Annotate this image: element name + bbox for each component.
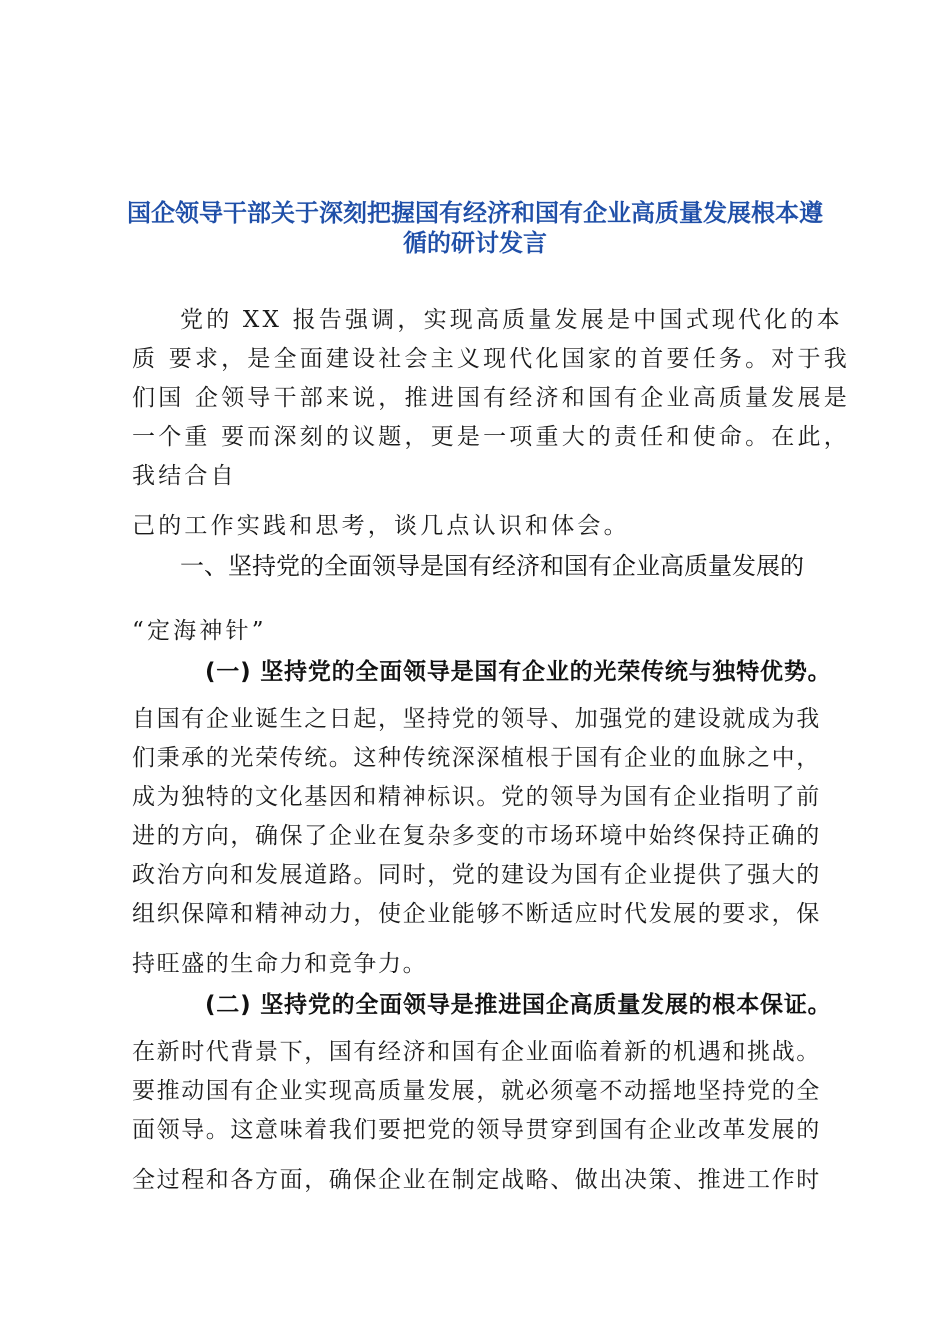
paragraph-line: 成为独特的文化基因和精神标识。党的领导为国有企业指明了前 [132, 784, 821, 810]
paragraph-line: 自国有企业诞生之日起，坚持党的领导、加强党的建设就成为我 [132, 706, 821, 732]
paragraph-line: 持旺盛的生命力和竞争力。 [132, 951, 428, 977]
paragraph-line: 要推动国有企业实现高质量发展，就必须毫不动摇地坚持党的全 [132, 1078, 821, 1104]
paragraph-line: 组织保障和精神动力，使企业能够不断适应时代发展的要求，保 [132, 901, 821, 927]
intro-line: 我结合自 [132, 463, 237, 489]
paragraph-line: 们秉承的光荣传统。这种传统深深植根于国有企业的血脉之中， [132, 745, 821, 771]
intro-line: 质 要求，是全面建设社会主义现代化国家的首要任务。对于我 [132, 346, 850, 372]
intro-line: 们国 企领导干部来说，推进国有经济和国有企业高质量发展是 [132, 385, 850, 411]
paragraph-line: 政治方向和发展道路。同时，党的建设为国有企业提供了强大的 [132, 862, 821, 888]
subsection-1-heading: (一) 坚持党的全面领导是国有企业的光荣传统与独特优势。 [205, 659, 832, 685]
paragraph-line: 全过程和各方面，确保企业在制定战略、做出决策、推进工作时 [132, 1167, 821, 1193]
section-1-heading-line-2: “定海神针” [132, 618, 267, 644]
intro-line: 党的 XX 报告强调，实现高质量发展是中国式现代化的本 [180, 307, 843, 333]
intro-line: 己的工作实践和思考，谈几点认识和体会。 [132, 513, 630, 539]
document-title-line-2: 循的研讨发言 [403, 229, 547, 257]
section-1-heading-line-1: 一、坚持党的全面领导是国有经济和国有企业高质量发展的 [180, 552, 804, 580]
paragraph-line: 进的方向，确保了企业在复杂多变的市场环境中始终保持正确的 [132, 823, 821, 849]
subsection-2-heading: (二) 坚持党的全面领导是推进国企高质量发展的根本保证。 [205, 992, 832, 1018]
paragraph-line: 在新时代背景下，国有经济和国有企业面临着新的机遇和挑战。 [132, 1039, 821, 1065]
paragraph-line: 面领导。这意味着我们要把党的领导贯穿到国有企业改革发展的 [132, 1117, 821, 1143]
intro-line: 一个重 要而深刻的议题，更是一项重大的责任和使命。在此， [132, 424, 850, 450]
document-title-line-1: 国企领导干部关于深刻把握国有经济和国有企业高质量发展根本遵 [127, 199, 823, 227]
